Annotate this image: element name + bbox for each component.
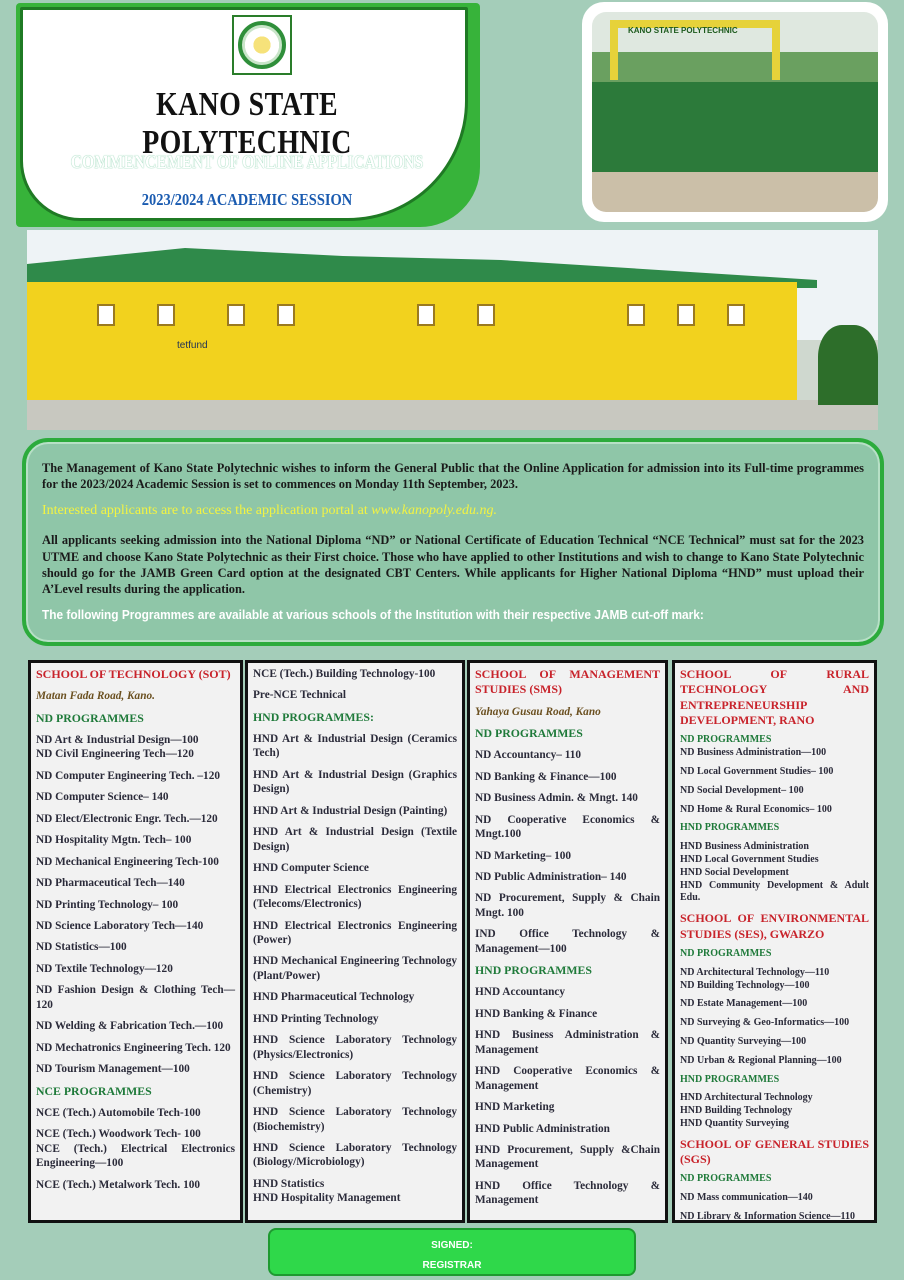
programmes-column-4 [672, 660, 877, 1223]
programme-item: ND Mechatronics Engineering Tech. 120 [36, 1041, 231, 1054]
programmes-intro: The following Programmes are available at various schools of the Institution with their respective JAMB cut-off mark: [42, 607, 704, 622]
programme-item: ND Estate Management—100 [680, 998, 808, 1010]
programme-item: HND Public Administration [475, 1122, 610, 1135]
programme-item: IND Office Technology & Management—100 [475, 928, 660, 955]
programme-item: ND Science Laboratory Tech—140 [36, 919, 204, 932]
school-title: SCHOOL OF ENVIRONMENTAL STUDIES (SES), GWARZO [680, 911, 869, 941]
programme-item: ND Mass communication—140 [680, 1192, 813, 1204]
programme-item: ND Hospitality Mgtn. Tech– 100 [36, 834, 192, 847]
ground [27, 400, 878, 430]
campus-building-photo [27, 230, 878, 430]
programme-item: ND Business Admin. & Mngt. 140 [475, 792, 638, 805]
programmes-column-1 [28, 660, 243, 1223]
programme-item: HND Science Laboratory Technology (Physics/Electronics) [253, 1034, 457, 1061]
programme-heading: HND PROGRAMMES [475, 963, 592, 978]
building-wall [27, 282, 797, 400]
portal-text: Interested applicants are to access the application portal at [42, 503, 372, 519]
school-address: Matan Fada Road, Kano. [36, 690, 155, 703]
programme-heading: ND PROGRAMMES [475, 726, 583, 741]
graduates-image [592, 12, 878, 212]
programme-item: ND Computer Engineering Tech. –120 [36, 769, 221, 782]
programme-item: HND Quantity Surveying [680, 1117, 789, 1129]
programme-item: NCE (Tech.) Electrical Electronics Engineering—100 [36, 1142, 235, 1170]
programme-item: ND Accountancy– 110 [475, 749, 582, 762]
programme-item: ND Surveying & Geo-Informatics—100 [680, 1017, 850, 1029]
programme-item: ND Home & Rural Economics– 100 [680, 803, 832, 815]
programme-item: HND Science Laboratory Technology (Biology/Microbiology) [253, 1141, 457, 1169]
programme-item: HND Electrical Electronics Engineering (Telecoms/Electronics) [253, 883, 457, 911]
announcement-paragraph: The Management of Kano State Polytechnic wishes to inform the General Public that the Online Application for admission into its Full-time programmes for the 2023/2024 Academic Session is set to commences on Monday 11th September, 2023. [42, 461, 864, 492]
school-title: SCHOOL OF TECHNOLOGY (SOT) [36, 667, 231, 681]
programme-item: HND Marketing [475, 1101, 555, 1114]
programme-item: HND Building Technology [680, 1105, 793, 1117]
programme-item: ND Cooperative Economics & Mngt.100 [475, 813, 660, 841]
programme-item: ND Mechanical Engineering Tech-100 [36, 855, 219, 868]
school-title: SCHOOL OF GENERAL STUDIES (SGS) [680, 1136, 869, 1167]
programme-item: ND Statistics—100 [36, 941, 127, 954]
programme-item: ND Library & Information Science—110 [680, 1211, 855, 1222]
programme-item: HND Architectural Technology [680, 1092, 813, 1104]
subtitle: COMMENCEMENT OF ONLINE APPLICATIONS [70, 152, 424, 173]
portal-notice [42, 502, 864, 520]
programme-heading: ND PROGRAMMES [680, 734, 772, 746]
school-address: Yahaya Gusau Road, Kano [475, 705, 601, 718]
programme-item: ND Urban & Regional Planning—100 [680, 1054, 842, 1066]
programme-item: ND Public Administration– 140 [475, 870, 627, 883]
programme-item: HND Pharmaceutical Technology [253, 991, 415, 1004]
announcement-box [22, 438, 884, 646]
programme-item: ND Banking & Finance—100 [475, 770, 617, 783]
programme-item: ND Procurement, Supply & Chain Mngt. 100 [475, 892, 660, 919]
programme-item: ND Fashion Design & Clothing Tech—120 [36, 984, 235, 1011]
programme-item: HND Art & Industrial Design (Ceramics Tech) [253, 733, 457, 760]
signed-label: SIGNED: [431, 1240, 473, 1251]
programme-item: ND Business Administration—100 [680, 747, 827, 759]
polytechnic-logo [232, 15, 292, 75]
tree [818, 325, 878, 405]
programme-item: ND Social Development– 100 [680, 784, 804, 796]
programme-item: ND Building Technology—100 [680, 979, 810, 991]
programme-item: HND Hospitality Management [253, 1192, 401, 1205]
programmes-column-2 [245, 660, 465, 1223]
gate-arch [610, 20, 780, 80]
programme-item: HND Art & Industrial Design (Painting) [253, 804, 448, 817]
gate-text: KANO STATE POLYTECHNIC [628, 26, 738, 35]
programme-item: HND Science Laboratory Technology (Chemistry) [253, 1070, 457, 1097]
programme-heading: ND PROGRAMMES [680, 1173, 772, 1185]
page-title: KANO STATE POLYTECHNIC [142, 86, 352, 161]
programme-item: HND Community Development & Adult Edu. [680, 879, 869, 904]
programme-heading: ND PROGRAMMES [680, 947, 772, 959]
programme-item: HND Cooperative Economics & Management [475, 1065, 660, 1092]
programme-heading: HND PROGRAMMES [680, 1073, 780, 1085]
header-banner [16, 3, 480, 227]
school-title: SCHOOL OF RURAL TECHNOLOGY AND ENTREPRENEURSHIP DEVELOPMENT, RANO [680, 667, 869, 728]
programme-heading: HND PROGRAMMES [680, 822, 780, 834]
programme-item: HND Statistics [253, 1177, 325, 1190]
building-sign: tetfund [177, 340, 208, 351]
programme-item: ND Printing Technology– 100 [36, 898, 179, 911]
graduation-photo [582, 2, 888, 222]
programme-item: ND Welding & Fabrication Tech.—100 [36, 1020, 224, 1033]
programme-heading: NCE PROGRAMMES [36, 1083, 152, 1098]
programme-item: HND Office Technology & Management [475, 1179, 660, 1207]
school-title: SCHOOL OF MANAGEMENT STUDIES (SMS) [475, 667, 660, 697]
requirements-paragraph: All applicants seeking admission into the National Diploma “ND” or National Certificate of Education Technical “NCE Technical” must sat for the 2023 UTME and choose Kano State Polytechnic as their First choice. Those who have applied to other Institutions and wish to change to Kano State Polytechnic should go for the JAMB Green Card option at the designated CBT Centers. While applicants for Higher National Diploma “HND” must upload their A’Level results during the application. [42, 533, 864, 596]
programme-item: NCE (Tech.) Building Technology-100 [253, 668, 436, 680]
programme-item: HND Printing Technology [253, 1012, 379, 1025]
programme-item: NCE (Tech.) Woodwork Tech- 100 [36, 1128, 201, 1141]
programme-item: HND Computer Science [253, 862, 369, 875]
programme-item: Pre-NCE Technical [253, 689, 346, 702]
programme-item: ND Art & Industrial Design—100 [36, 733, 199, 746]
header-panel [20, 7, 468, 221]
session-label: 2023/2024 ACADEMIC SESSION [141, 190, 353, 209]
programme-item: NCE (Tech.) Metalwork Tech. 100 [36, 1178, 201, 1191]
programme-item: ND Elect/Electronic Engr. Tech.—120 [36, 812, 218, 825]
registrar-label: REGISTRAR [422, 1260, 482, 1271]
programme-item: HND Electrical Electronics Engineering (Power) [253, 919, 457, 946]
portal-link[interactable]: www.kanopoly.edu.ng. [371, 503, 497, 519]
programme-item: HND Accountancy [475, 986, 566, 999]
programme-item: NCE (Tech.) Automobile Tech-100 [36, 1106, 201, 1119]
programmes-column-3 [467, 660, 668, 1223]
programme-item: HND Banking & Finance [475, 1007, 598, 1020]
programme-item: HND Business Administration & Management [475, 1029, 660, 1056]
programme-item: ND Computer Science– 140 [36, 791, 169, 804]
programme-item: ND Textile Technology—120 [36, 962, 173, 975]
programme-item: HND Mechanical Engineering Technology (Plant/Power) [253, 955, 457, 982]
programme-item: ND Pharmaceutical Tech—140 [36, 877, 185, 890]
programme-item: ND Tourism Management—100 [36, 1063, 190, 1076]
programme-item: HND Procurement, Supply &Chain Management [475, 1143, 660, 1171]
programme-item: HND Art & Industrial Design (Textile Design) [253, 826, 457, 853]
logo-seal-icon [238, 21, 286, 69]
programme-heading: ND PROGRAMMES [36, 710, 144, 725]
programme-item: ND Local Government Studies– 100 [680, 766, 834, 778]
programme-item: HND Science Laboratory Technology (Biochemistry) [253, 1106, 457, 1133]
programme-item: HND Art & Industrial Design (Graphics Design) [253, 768, 457, 796]
programme-item: ND Civil Engineering Tech—120 [36, 748, 194, 761]
programme-item: ND Marketing– 100 [475, 849, 572, 862]
programme-item: HND Social Development [680, 866, 789, 878]
programme-item: ND Architectural Technology—110 [680, 966, 830, 978]
programme-item: ND Quantity Surveying—100 [680, 1035, 807, 1047]
programme-heading: HND PROGRAMMES: [253, 709, 374, 724]
signature-box [268, 1228, 636, 1276]
programme-item: HND Local Government Studies [680, 854, 819, 866]
programme-item: HND Business Administration [680, 841, 809, 853]
